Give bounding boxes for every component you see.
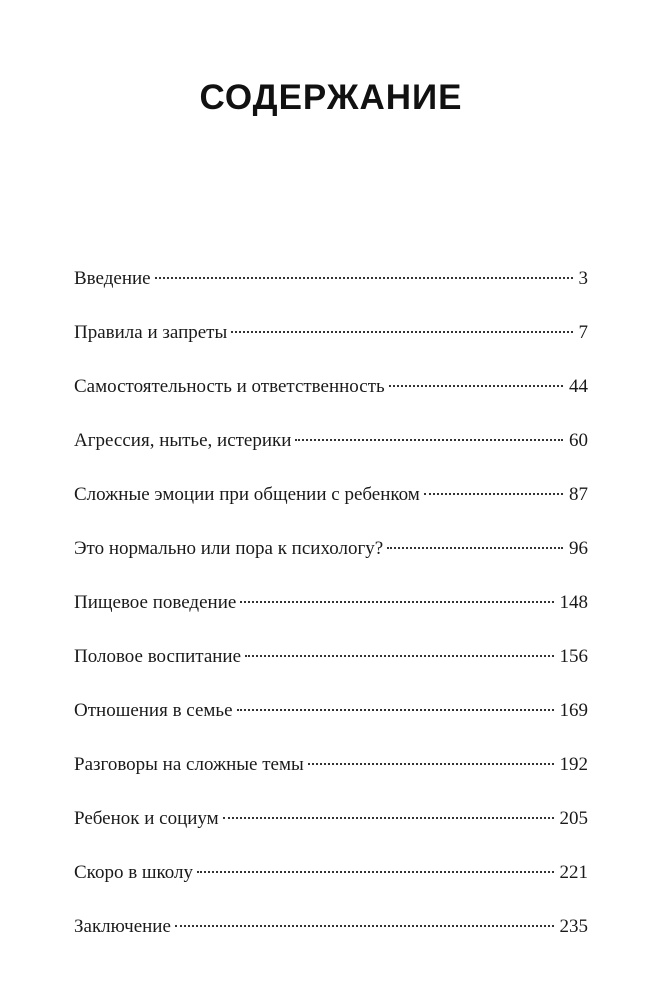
toc-entry-page: 205 (559, 808, 588, 829)
dot-leader (424, 493, 563, 495)
toc-entry (74, 696, 588, 750)
dot-leader (240, 601, 553, 603)
toc-entry-page: 235 (559, 916, 588, 937)
toc-entry (74, 858, 588, 912)
toc-entry-label: Правила и запреты (74, 322, 228, 343)
toc-entry-page: 156 (559, 646, 588, 667)
toc-entry-page: 60 (569, 430, 588, 451)
dot-leader (197, 871, 553, 873)
toc-entry-page: 87 (569, 484, 588, 505)
toc-entry-label: Разговоры на сложные темы (74, 754, 304, 775)
toc-entry-page: 44 (569, 376, 588, 397)
toc-entry (74, 912, 588, 966)
dot-leader (175, 925, 554, 927)
toc-entry-label: Агрессия, нытье, истерики (74, 430, 292, 451)
toc-entry (74, 318, 588, 372)
toc-entry-page: 221 (559, 862, 588, 883)
dot-leader (231, 331, 572, 333)
dot-leader (387, 547, 563, 549)
toc-entry-label: Введение (74, 268, 151, 289)
toc-entry-label: Скоро в школу (74, 862, 194, 883)
table-of-contents (74, 264, 588, 966)
toc-entry-label: Пищевое поведение (74, 592, 237, 613)
toc-entry-label: Это нормально или пора к психологу? (74, 538, 384, 559)
toc-entry-label: Половое воспитание (74, 646, 242, 667)
toc-entry (74, 372, 588, 426)
toc-entry-label: Сложные эмоции при общении с ребенком (74, 484, 420, 505)
dot-leader (308, 763, 554, 765)
toc-entry-label: Самостоятельность и ответственность (74, 376, 385, 397)
dot-leader (295, 439, 563, 441)
toc-entry-page: 169 (559, 700, 588, 721)
dot-leader (245, 655, 553, 657)
toc-entry (74, 534, 588, 588)
toc-entry (74, 750, 588, 804)
toc-entry-page: 96 (569, 538, 588, 559)
dot-leader (223, 817, 554, 819)
toc-entry-page: 148 (559, 592, 588, 613)
toc-entry (74, 804, 588, 858)
toc-entry-page: 3 (578, 268, 588, 289)
toc-entry (74, 588, 588, 642)
dot-leader (389, 385, 563, 387)
toc-entry-page: 7 (578, 322, 588, 343)
toc-entry (74, 264, 588, 318)
toc-entry-label: Отношения в семье (74, 700, 233, 721)
toc-entry-page: 192 (559, 754, 588, 775)
page-title: СОДЕРЖАНИЕ (199, 78, 463, 117)
toc-entry-label: Заключение (74, 916, 171, 937)
toc-entry (74, 642, 588, 696)
toc-entry-label: Ребенок и социум (74, 808, 219, 829)
toc-entry (74, 480, 588, 534)
dot-leader (155, 277, 573, 279)
toc-entry (74, 426, 588, 480)
dot-leader (237, 709, 554, 711)
